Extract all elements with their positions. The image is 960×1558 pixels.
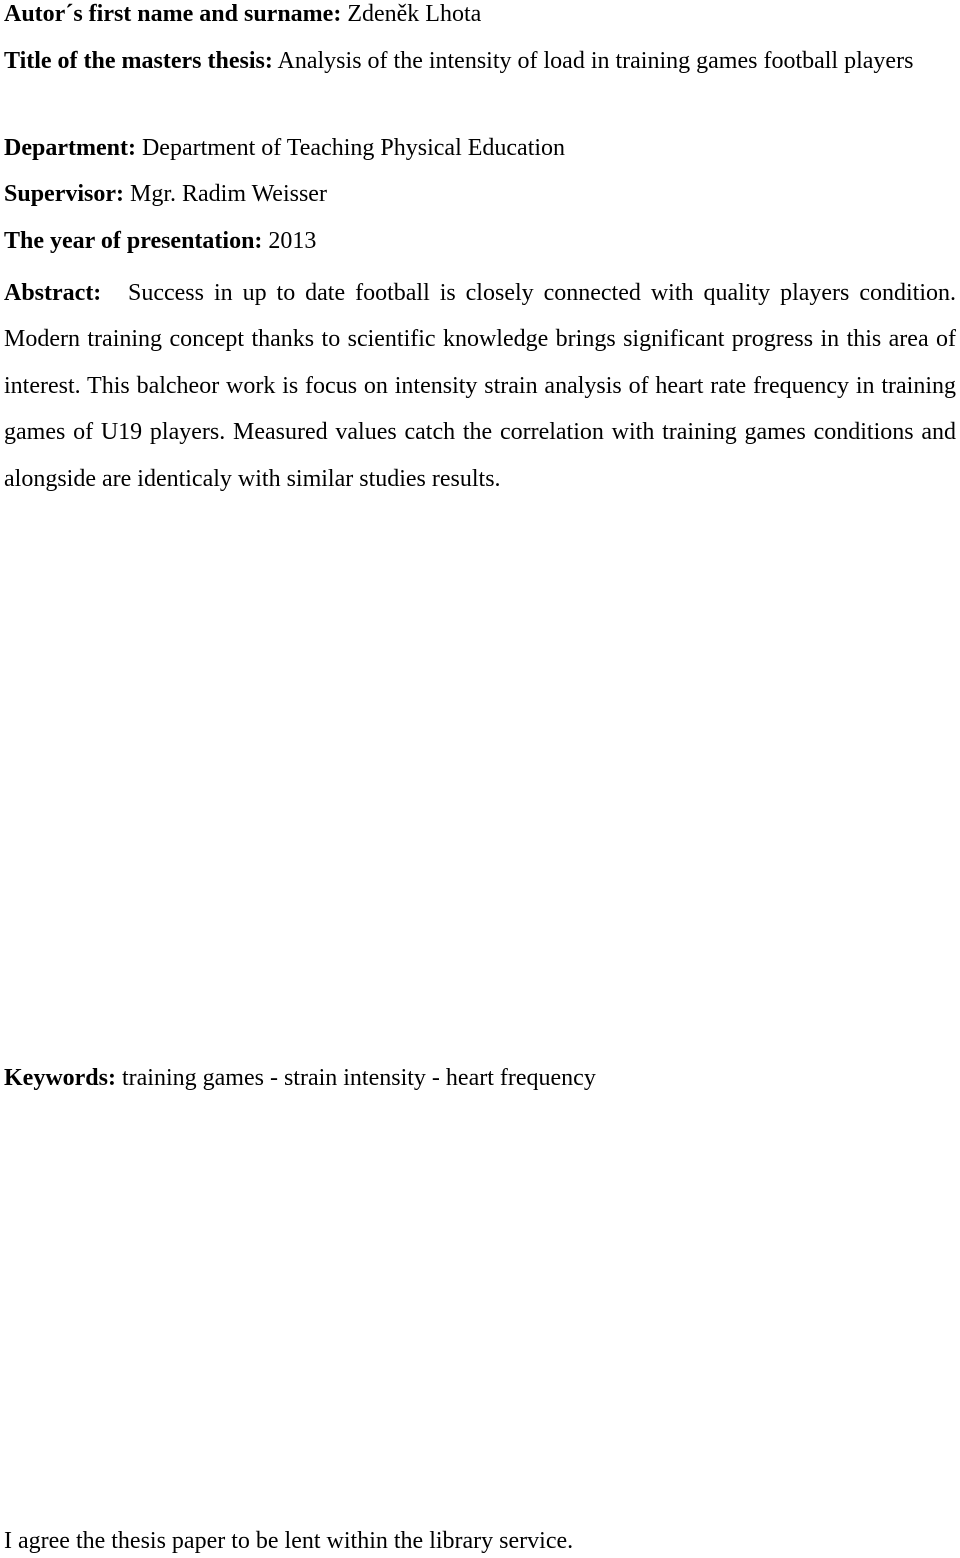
keywords-label: Keywords: [4, 1065, 116, 1091]
abstract-paragraph [4, 270, 956, 502]
supervisor-line [4, 180, 327, 208]
keywords-line [4, 1064, 596, 1092]
abstract-text: Success in up to date football is closely connected with quality players condition. Modern training concept thanks to scientific knowledge brings significant progress in this area of interest. This balcheor work is focus on intensity strain analysis of heart rate frequency in training games of U19 players. Measured values catch the correlation with training games conditions and alongside are identicaly with similar studies results. [4, 280, 956, 492]
department-value: Department of Teaching Physical Education [141, 135, 566, 161]
author-label: Autor´s first name and surname: [4, 1, 342, 27]
thesis-title-value: Analysis of the intensity of load in training games football players [277, 48, 914, 74]
keywords-value: training games - strain intensity - heart frequency [121, 1065, 596, 1091]
year-label: The year of presentation: [4, 228, 263, 254]
thesis-title-line [4, 44, 956, 78]
author-line [4, 0, 481, 28]
supervisor-value: Mgr. Radim Weisser [130, 181, 327, 207]
supervisor-label: Supervisor: [4, 181, 124, 207]
library-consent-statement: I agree the thesis paper to be lent within the library service. [4, 1528, 574, 1554]
year-line [4, 227, 316, 255]
department-line [4, 134, 565, 162]
abstract-label: Abstract: [4, 280, 102, 306]
author-value: Zdeněk Lhota [347, 1, 482, 27]
department-label: Department: [4, 135, 136, 161]
thesis-title-label: Title of the masters thesis: [4, 48, 273, 74]
year-value: 2013 [268, 228, 317, 254]
